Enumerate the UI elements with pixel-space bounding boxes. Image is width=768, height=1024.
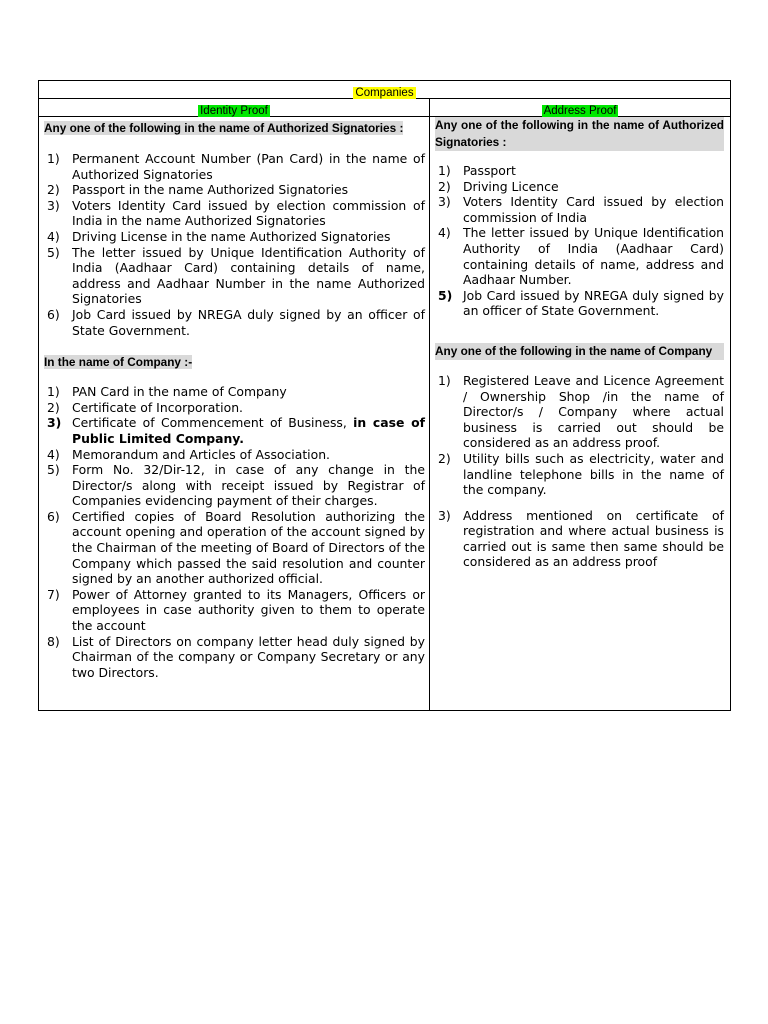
item-text: PAN Card in the name of Company bbox=[72, 384, 287, 400]
item-number: 5) bbox=[47, 462, 60, 478]
left-signatories-list bbox=[44, 151, 425, 338]
list-item bbox=[44, 151, 425, 182]
item-text: Driving License in the name Authorized Signatories bbox=[72, 228, 391, 244]
header-row bbox=[39, 98, 730, 117]
item-number: 2) bbox=[47, 182, 60, 198]
list-item bbox=[435, 194, 724, 225]
item-text: Passport bbox=[463, 163, 516, 178]
list-item bbox=[435, 179, 724, 195]
item-number: 2) bbox=[438, 450, 451, 466]
item-number: 8) bbox=[47, 633, 60, 649]
item-text: Driving Licence bbox=[463, 178, 559, 194]
list-item bbox=[435, 163, 724, 179]
list-item bbox=[44, 245, 425, 307]
right-company-heading-wrap bbox=[435, 343, 724, 360]
list-item bbox=[44, 415, 425, 446]
item-number: 3) bbox=[438, 194, 451, 210]
item-text: Address mentioned on certificate of registration and where actual business is carried out is same then same should be considered as an address proof bbox=[463, 507, 724, 570]
list-item bbox=[435, 288, 724, 319]
list-item bbox=[44, 307, 425, 338]
address-proof-column bbox=[435, 117, 724, 570]
list-item bbox=[435, 373, 724, 451]
left-company-heading: In the name of Company :- bbox=[44, 355, 193, 370]
list-item bbox=[44, 447, 425, 463]
identity-proof-header: Identity Proof bbox=[200, 105, 268, 117]
item-number: 6) bbox=[47, 306, 60, 322]
address-proof-header-cell bbox=[430, 99, 730, 119]
item-number: 4) bbox=[438, 225, 451, 241]
item-number: 3) bbox=[47, 197, 60, 213]
item-text: Utility bills such as electricity, water and landline telephone bills in the name of the company. bbox=[463, 450, 724, 498]
column-divider bbox=[429, 98, 430, 710]
item-text-bold: in case of Public Limited Company. bbox=[72, 415, 425, 446]
right-company-heading: Any one of the following in the name of Company bbox=[435, 343, 724, 360]
right-signatories-list bbox=[435, 163, 724, 319]
item-number: 2) bbox=[438, 178, 451, 194]
item-text: Voters Identity Card issued by election commission of India in the name Authorized Signatories bbox=[72, 197, 425, 229]
item-number: 4) bbox=[47, 228, 60, 244]
list-item bbox=[44, 509, 425, 587]
item-number: 1) bbox=[438, 372, 451, 388]
item-text: List of Directors on company letter head duly signed by Chairman of the company or Company Secretary or any two Directors. bbox=[72, 633, 425, 680]
item-text: The letter issued by Unique Identification Authority of India (Aadhaar Card) containing details of name, address and Aadhaar Number. bbox=[463, 225, 724, 288]
item-text: Certified copies of Board Resolution authorizing the account opening and operation of the account signed by the Chairman of the meeting of Board of Directors of the Company which passed the said resolution and counter signed by an another authorized official. bbox=[72, 508, 425, 587]
table-title: Companies bbox=[355, 87, 414, 99]
list-item bbox=[44, 229, 425, 245]
item-number: 1) bbox=[47, 384, 60, 400]
item-number: 3) bbox=[438, 507, 451, 523]
item-text: Registered Leave and Licence Agreement / Ownership Shop /in the name of Director/s / Company where actual business is carried out should be considered as an address proof. bbox=[463, 372, 724, 451]
item-text: The letter issued by Unique Identification Authority of India (Aadhaar Card) containing details of name, address and Aadhaar Number in the name Authorized Signatories bbox=[72, 244, 425, 307]
item-text: Form No. 32/Dir-12, in case of any change in the Director/s along with receipt issued by Registrar of Companies evidencing payment of their charges. bbox=[72, 462, 425, 509]
list-item bbox=[44, 182, 425, 198]
item-number: 1) bbox=[438, 163, 451, 178]
list-item bbox=[44, 198, 425, 229]
list-item bbox=[435, 225, 724, 287]
left-company-heading-wrap bbox=[44, 351, 425, 371]
item-number: 5) bbox=[47, 244, 60, 260]
list-item bbox=[435, 451, 724, 498]
address-proof-header: Address Proof bbox=[543, 105, 617, 117]
left-signatories-heading: Any one of the following in the name of Authorized Signatories : bbox=[44, 121, 404, 135]
identity-proof-column bbox=[44, 117, 425, 680]
item-number: 3) bbox=[47, 415, 62, 431]
item-text: Memorandum and Articles of Association. bbox=[72, 446, 330, 462]
item-number: 4) bbox=[47, 446, 60, 462]
item-number: 6) bbox=[47, 508, 60, 524]
item-text: Certificate of Incorporation. bbox=[72, 399, 243, 415]
title-row bbox=[39, 81, 730, 99]
item-number: 1) bbox=[47, 151, 60, 166]
item-text: Power of Attorney granted to its Managers, Officers or employees in case authority given to them to operate the account bbox=[72, 586, 425, 634]
list-item bbox=[44, 587, 425, 634]
document-table bbox=[38, 80, 731, 711]
item-text: Voters Identity Card issued by election commission of India bbox=[463, 194, 724, 225]
item-number: 5) bbox=[438, 287, 453, 303]
item-number: 7) bbox=[47, 586, 60, 602]
list-item bbox=[44, 634, 425, 681]
list-item bbox=[44, 400, 425, 416]
item-text: Job Card issued by NREGA duly signed by an officer of State Government. bbox=[463, 287, 724, 319]
left-company-list bbox=[44, 384, 425, 680]
right-company-list bbox=[435, 373, 724, 570]
list-item bbox=[44, 384, 425, 400]
item-text: Certificate of Commencement of Business, bbox=[72, 415, 354, 431]
list-item bbox=[44, 462, 425, 509]
item-number: 2) bbox=[47, 399, 60, 415]
item-text: Passport in the name Authorized Signatories bbox=[72, 182, 349, 198]
item-text: Permanent Account Number (Pan Card) in the name of Authorized Signatories bbox=[72, 151, 425, 182]
list-item bbox=[435, 508, 724, 570]
identity-proof-header-cell bbox=[39, 99, 429, 119]
right-signatories-heading: Any one of the following in the name of Authorized Signatories : bbox=[435, 118, 724, 149]
item-text: Job Card issued by NREGA duly signed by an officer of State Government. bbox=[72, 306, 425, 338]
